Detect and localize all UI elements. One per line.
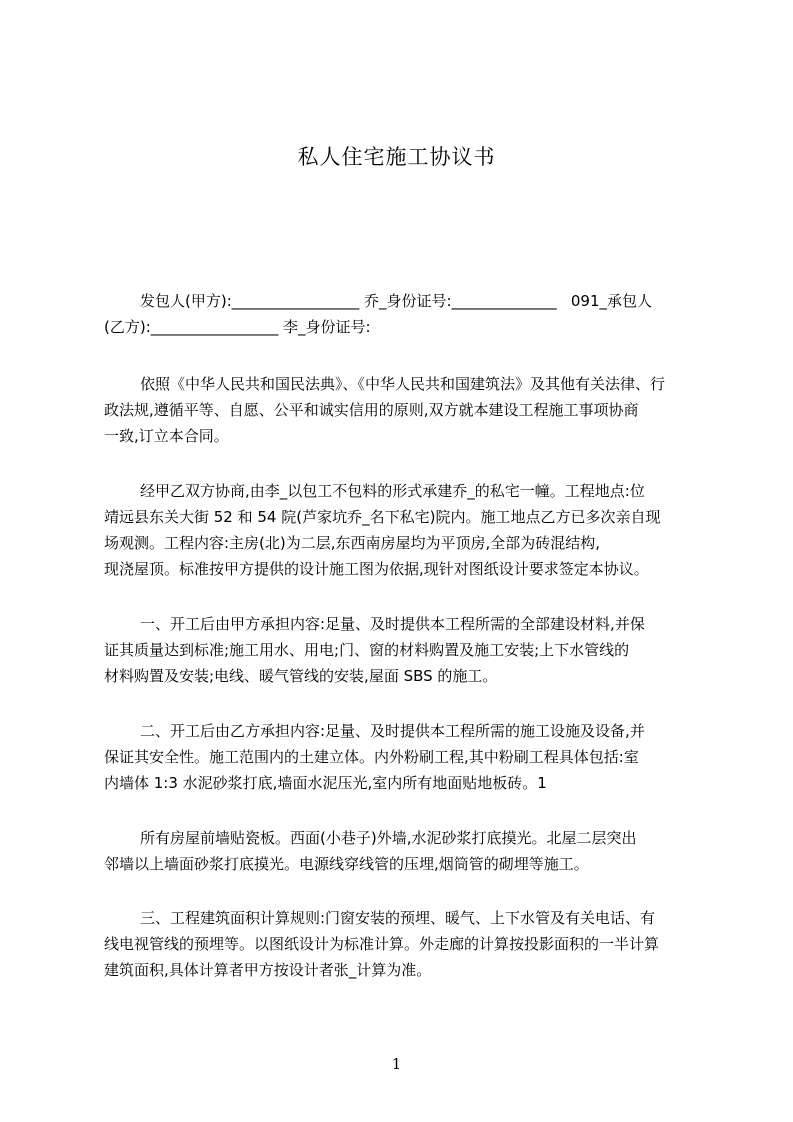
paragraph-line: 材料购置及安装;电线、暖气管线的安装,屋面 SBS 的施工。 bbox=[104, 667, 498, 685]
paragraph-line: 一、开工后由甲方承担内容:足量、及时提供本工程所需的全部建设材料,并保 bbox=[140, 615, 645, 633]
paragraph-line: 依照《中华人民共和国民法典》、《中华人民共和国建筑法》及其他有关法律、行 bbox=[140, 375, 666, 393]
document-title: 私人住宅施工协议书 bbox=[297, 145, 496, 169]
paragraph-line: 靖远县东关大街 52 和 54 院(芦家坑乔_名下私宅)院内。施工地点乙方已多次亲自现 bbox=[104, 508, 661, 526]
paragraph-line: 线电视管线的预埋等。以图纸设计为标准计算。外走廊的计算按投影面积的一半计算 bbox=[104, 935, 660, 953]
paragraph-line: 保证其安全性。施工范围内的土建立体。内外粉刷工程,其中粉刷工程具体包括:室 bbox=[104, 748, 639, 766]
paragraph-line: 二、开工后由乙方承担内容:足量、及时提供本工程所需的施工设施及设备,并 bbox=[140, 722, 645, 740]
paragraph-line: 一致,订立本合同。 bbox=[104, 427, 229, 445]
page-number: 1 bbox=[391, 1055, 402, 1073]
parties-line-2: (乙方):_________________ 李_身份证号: bbox=[104, 318, 371, 336]
paragraph-line: 三、工程建筑面积计算规则:门窗安装的预埋、暖气、上下水管及有关电话、有 bbox=[140, 909, 656, 927]
paragraph-line: 建筑面积,具体计算者甲方按设计者张_计算为准。 bbox=[104, 961, 432, 979]
parties-line-1: 发包人(甲方):_________________ 乔_身份证号:______________ 091_承包人 bbox=[140, 292, 653, 310]
paragraph-line: 政法规,遵循平等、自愿、公平和诚实信用的原则,双方就本建设工程施工事项协商 bbox=[104, 401, 639, 419]
paragraph-line: 内墙体 1:3 水泥砂浆打底,墙面水泥压光,室内所有地面贴地板砖。1 bbox=[104, 774, 547, 792]
paragraph-line: 现浇屋顶。标准按甲方提供的设计施工图为依据,现针对图纸设计要求签定本协议。 bbox=[104, 560, 649, 578]
paragraph-line: 邻墙以上墙面砂浆打底摸光。电源线穿线管的压埋,烟筒管的砌埋等施工。 bbox=[104, 855, 589, 873]
paragraph-line: 经甲乙双方协商,由李_以包工不包料的形式承建乔_的私宅一幢。工程地点:位 bbox=[140, 482, 645, 500]
paragraph-line: 场观测。工程内容:主房(北)为二层,东西南房屋均为平顶房,全部为砖混结构, bbox=[104, 534, 601, 552]
paragraph-line: 所有房屋前墙贴瓷板。西面(小巷子)外墙,水泥砂浆打底摸光。北屋二层突出 bbox=[140, 829, 637, 847]
paragraph-line: 证其质量达到标准;施工用水、用电;门、窗的材料购置及施工安装;上下水管线的 bbox=[104, 641, 630, 659]
